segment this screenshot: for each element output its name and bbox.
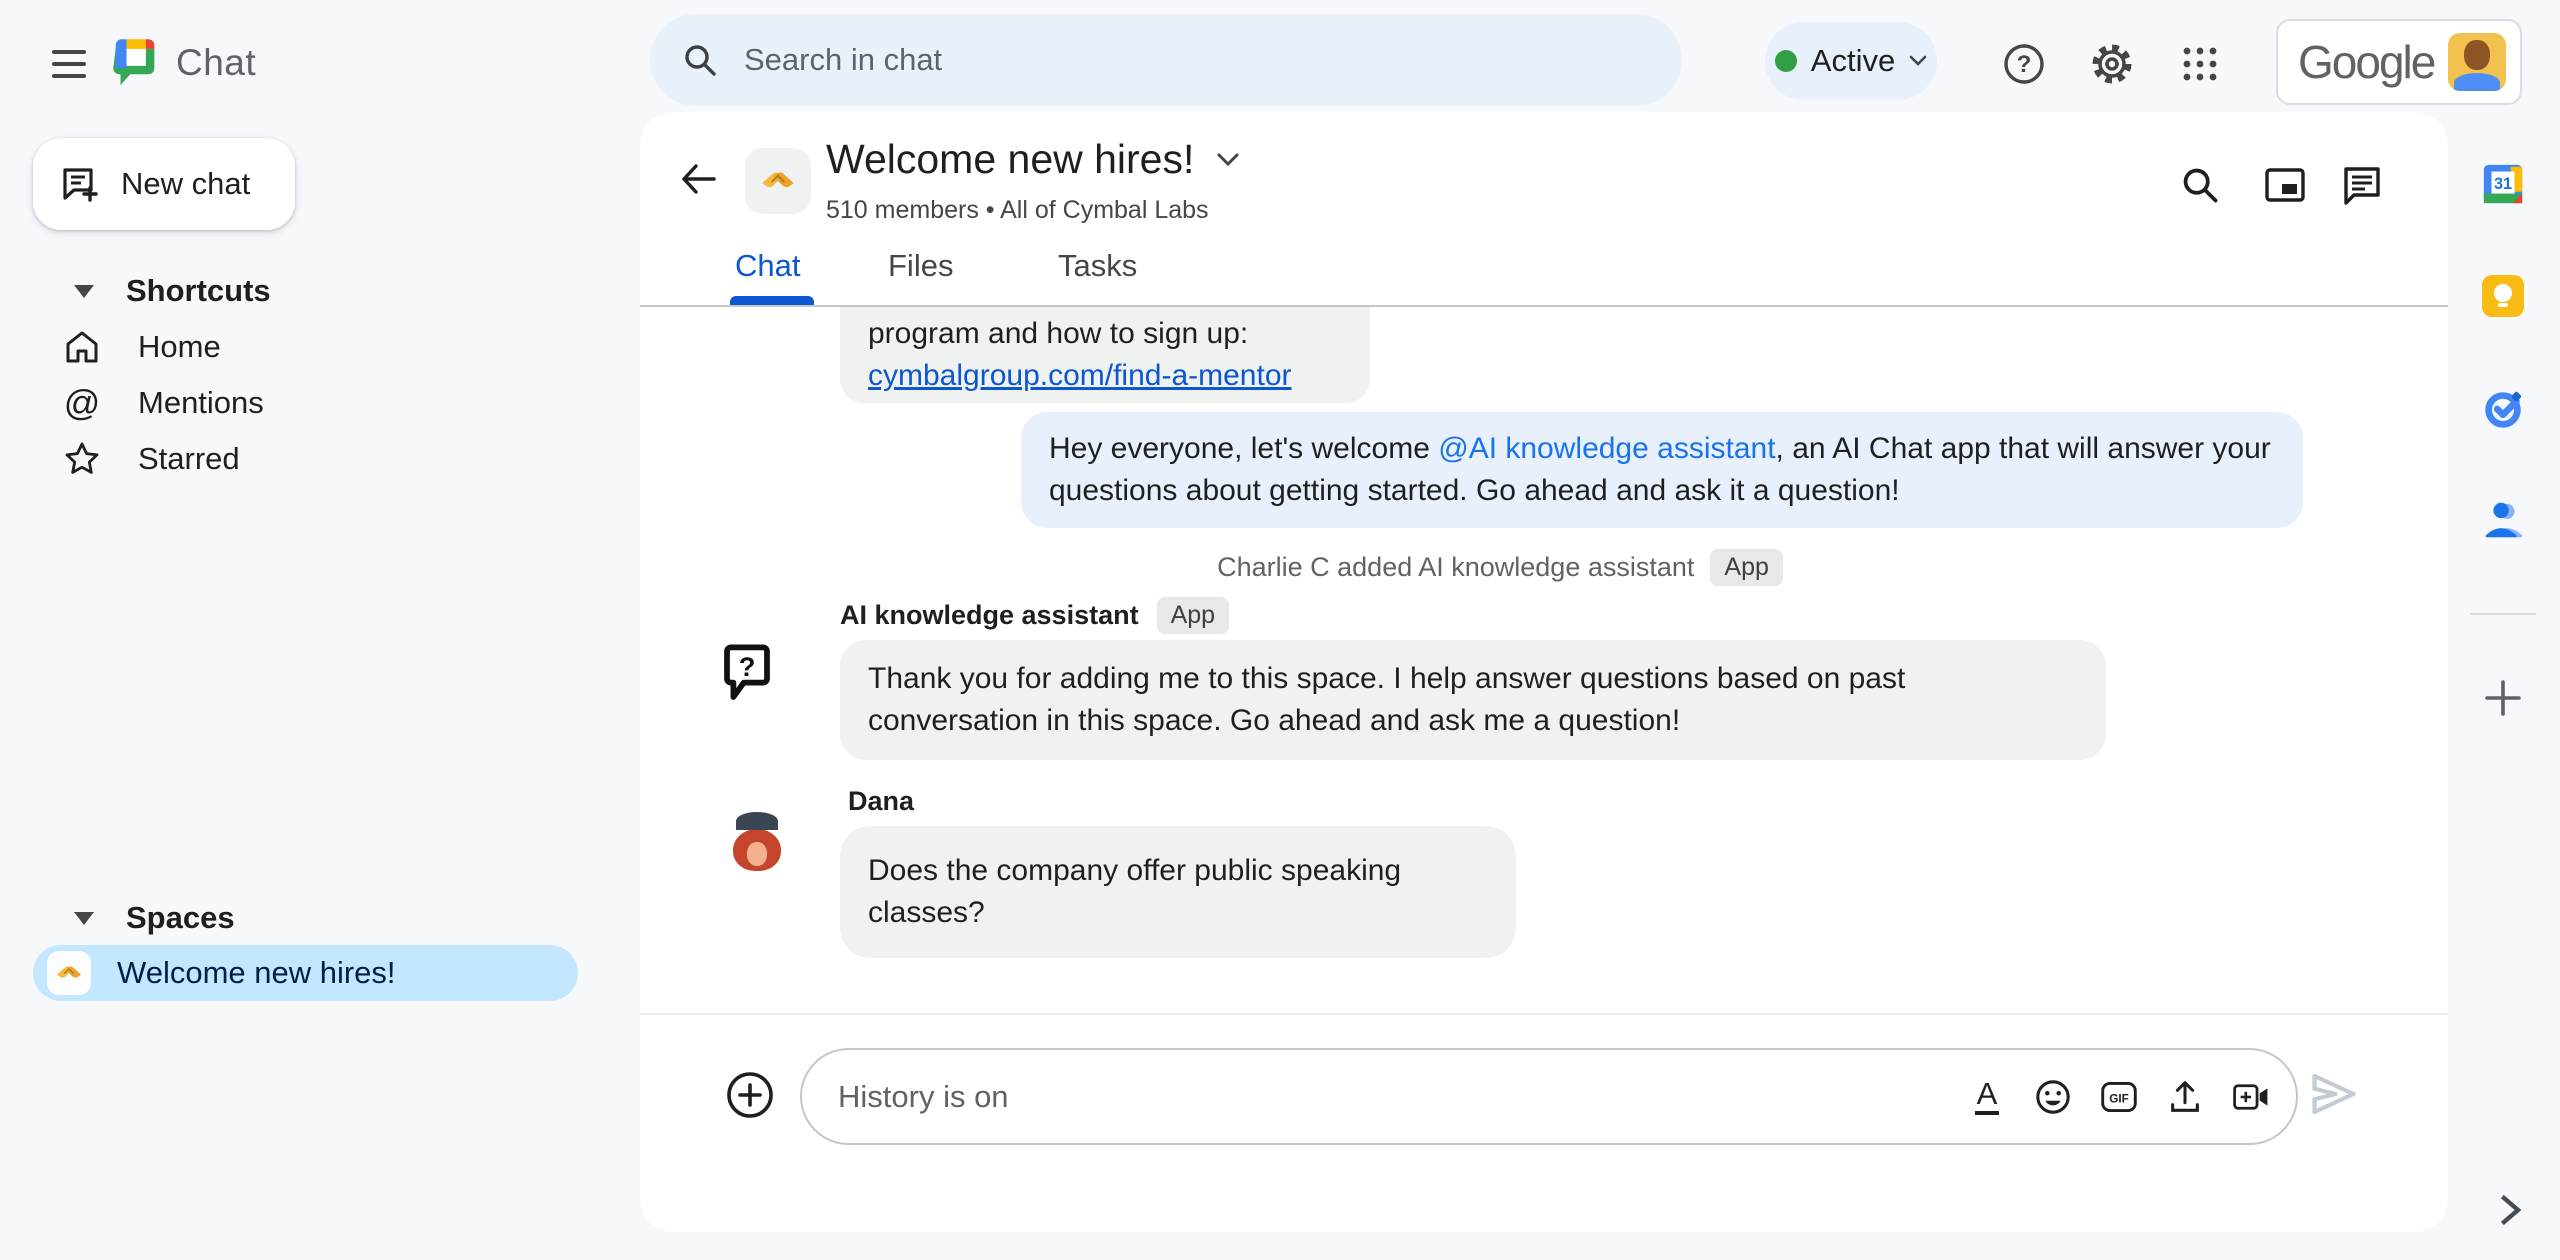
chevron-down-icon (1909, 55, 1927, 67)
plus-icon (2481, 676, 2525, 720)
tab-tasks[interactable]: Tasks (1058, 248, 1138, 283)
google-chat-logo-icon (108, 32, 162, 90)
active-tab-indicator (730, 296, 814, 305)
divider (2470, 613, 2536, 615)
search-input[interactable] (744, 42, 1650, 78)
bot-sender-row (840, 597, 1229, 634)
collapse-caret-icon (74, 285, 94, 298)
space-subtitle: 510 members • All of Cymbal Labs (826, 196, 1209, 224)
star-icon (60, 441, 104, 477)
new-chat-label: New chat (121, 166, 251, 201)
emoji-icon (2034, 1077, 2072, 1117)
google-tasks-icon (2480, 385, 2526, 431)
question-bubble-icon (723, 642, 771, 704)
home-icon (60, 329, 104, 365)
status-label: Active (1810, 43, 1896, 78)
active-status-dot (1775, 50, 1797, 72)
format-text-button[interactable]: A (1968, 1075, 2006, 1119)
space-name-label: Welcome new hires! (117, 955, 396, 990)
main-menu-button[interactable] (50, 46, 90, 82)
handshake-emoji-icon (757, 160, 799, 202)
open-in-popup-button[interactable] (2259, 159, 2311, 211)
sender-name: Dana (848, 786, 915, 816)
upload-button[interactable] (2166, 1075, 2204, 1119)
threads-button[interactable] (2336, 159, 2388, 211)
conversation-panel (640, 112, 2448, 1232)
system-message (640, 549, 2360, 586)
gif-button[interactable] (2100, 1075, 2138, 1119)
video-meeting-button[interactable] (2232, 1075, 2270, 1119)
back-button[interactable] (678, 160, 720, 198)
mentor-link[interactable]: cymbalgroup.com/find-a-mentor (868, 359, 1292, 392)
space-avatar (745, 148, 811, 214)
app-badge: App (1710, 549, 1782, 586)
shortcuts-section-header[interactable] (74, 266, 271, 316)
message-bubble-dana: Does the company offer public speaking classes? (840, 826, 1516, 958)
sender-name: AI knowledge assistant (840, 600, 1139, 630)
send-button[interactable] (2308, 1070, 2360, 1118)
collapse-caret-icon (74, 912, 94, 925)
sidebar-item-label: Mentions (138, 385, 264, 420)
gear-icon (2088, 40, 2136, 88)
back-arrow-icon (678, 160, 720, 198)
svg-text:?: ? (738, 651, 756, 683)
svg-text:GIF: GIF (2109, 1091, 2129, 1105)
app-badge: App (1157, 597, 1229, 634)
search-bar[interactable] (650, 14, 1682, 106)
google-account-chip[interactable] (2276, 19, 2522, 105)
shortcuts-label: Shortcuts (126, 273, 271, 308)
add-attachment-button[interactable] (725, 1070, 775, 1120)
sidebar-item-space-welcome-new-hires[interactable] (33, 945, 578, 1001)
gif-icon (2100, 1079, 2138, 1115)
add-app-button[interactable] (2481, 676, 2525, 720)
handshake-emoji-icon (47, 951, 91, 995)
settings-button[interactable] (2084, 36, 2140, 92)
sidebar-item-home[interactable] (60, 320, 480, 374)
message-bubble-bot: Thank you for adding me to this space. I help answer questions based on past conversation in this space. Go ahead and ask me a question! (840, 640, 2106, 760)
spaces-section-header[interactable] (74, 893, 235, 943)
send-icon (2308, 1070, 2360, 1118)
message-text: Hey everyone, let's welcome (1049, 432, 1439, 465)
google-calendar-icon (2480, 161, 2526, 207)
message-icon (2341, 165, 2383, 205)
message-text: , an AI Chat app that will answer your questions about getting started. Go ahead and ask it a question! (1049, 432, 2271, 507)
tab-chat[interactable]: Chat (735, 248, 801, 283)
picture-in-picture-icon (2264, 167, 2306, 203)
apps-grid-icon (2179, 43, 2221, 85)
video-plus-icon (2232, 1079, 2270, 1115)
google-wordmark: Google (2298, 36, 2435, 88)
search-icon (682, 42, 718, 78)
new-chat-button[interactable] (33, 138, 295, 230)
sidebar-item-starred[interactable] (60, 432, 480, 486)
tasks-app-button[interactable] (2480, 385, 2526, 431)
google-keep-icon (2480, 273, 2526, 319)
keep-app-button[interactable] (2480, 273, 2526, 319)
bot-avatar (723, 642, 771, 704)
calendar-app-button[interactable] (2480, 161, 2526, 207)
plus-circle-icon (725, 1070, 775, 1120)
page-title: Welcome new hires! (826, 136, 1195, 182)
new-chat-icon (59, 164, 99, 204)
status-selector[interactable] (1765, 22, 1937, 100)
sidebar-item-mentions[interactable] (60, 376, 480, 430)
search-in-space-button[interactable] (2174, 159, 2226, 211)
user-avatar[interactable] (2448, 33, 2506, 91)
svg-text:?: ? (2016, 51, 2032, 78)
collapse-panel-button[interactable] (2494, 1192, 2526, 1228)
spaces-label: Spaces (126, 900, 235, 935)
system-message-text: Charlie C added AI knowledge assistant (1217, 552, 1695, 582)
chevron-down-icon (1216, 152, 1240, 168)
message-composer[interactable] (800, 1048, 2298, 1145)
help-button[interactable] (1996, 36, 2052, 92)
sidebar-item-label: Home (138, 329, 221, 364)
apps-grid-button[interactable] (2172, 36, 2228, 92)
message-text: program and how to sign up: (868, 317, 1249, 350)
message-input[interactable] (838, 1079, 1940, 1115)
mention-link[interactable]: @AI knowledge assistant (1438, 432, 1776, 465)
app-title: Chat (176, 42, 257, 83)
tab-files[interactable]: Files (888, 248, 954, 283)
sidebar-item-label: Starred (138, 441, 240, 476)
chevron-right-icon (2494, 1192, 2526, 1228)
upload-icon (2166, 1077, 2204, 1117)
mention-icon: @ (63, 382, 101, 423)
message-bubble-outgoing (1021, 412, 2303, 528)
contacts-app-button[interactable] (2480, 497, 2526, 543)
help-icon (2001, 41, 2047, 87)
divider (640, 1013, 2448, 1015)
svg-text:31: 31 (2493, 174, 2513, 193)
space-title-menu[interactable] (826, 136, 1240, 183)
hamburger-icon (50, 46, 90, 82)
google-contacts-icon (2480, 497, 2526, 543)
emoji-button[interactable] (2034, 1075, 2072, 1119)
message-bubble-partial (840, 307, 1370, 403)
search-icon (2180, 165, 2220, 205)
